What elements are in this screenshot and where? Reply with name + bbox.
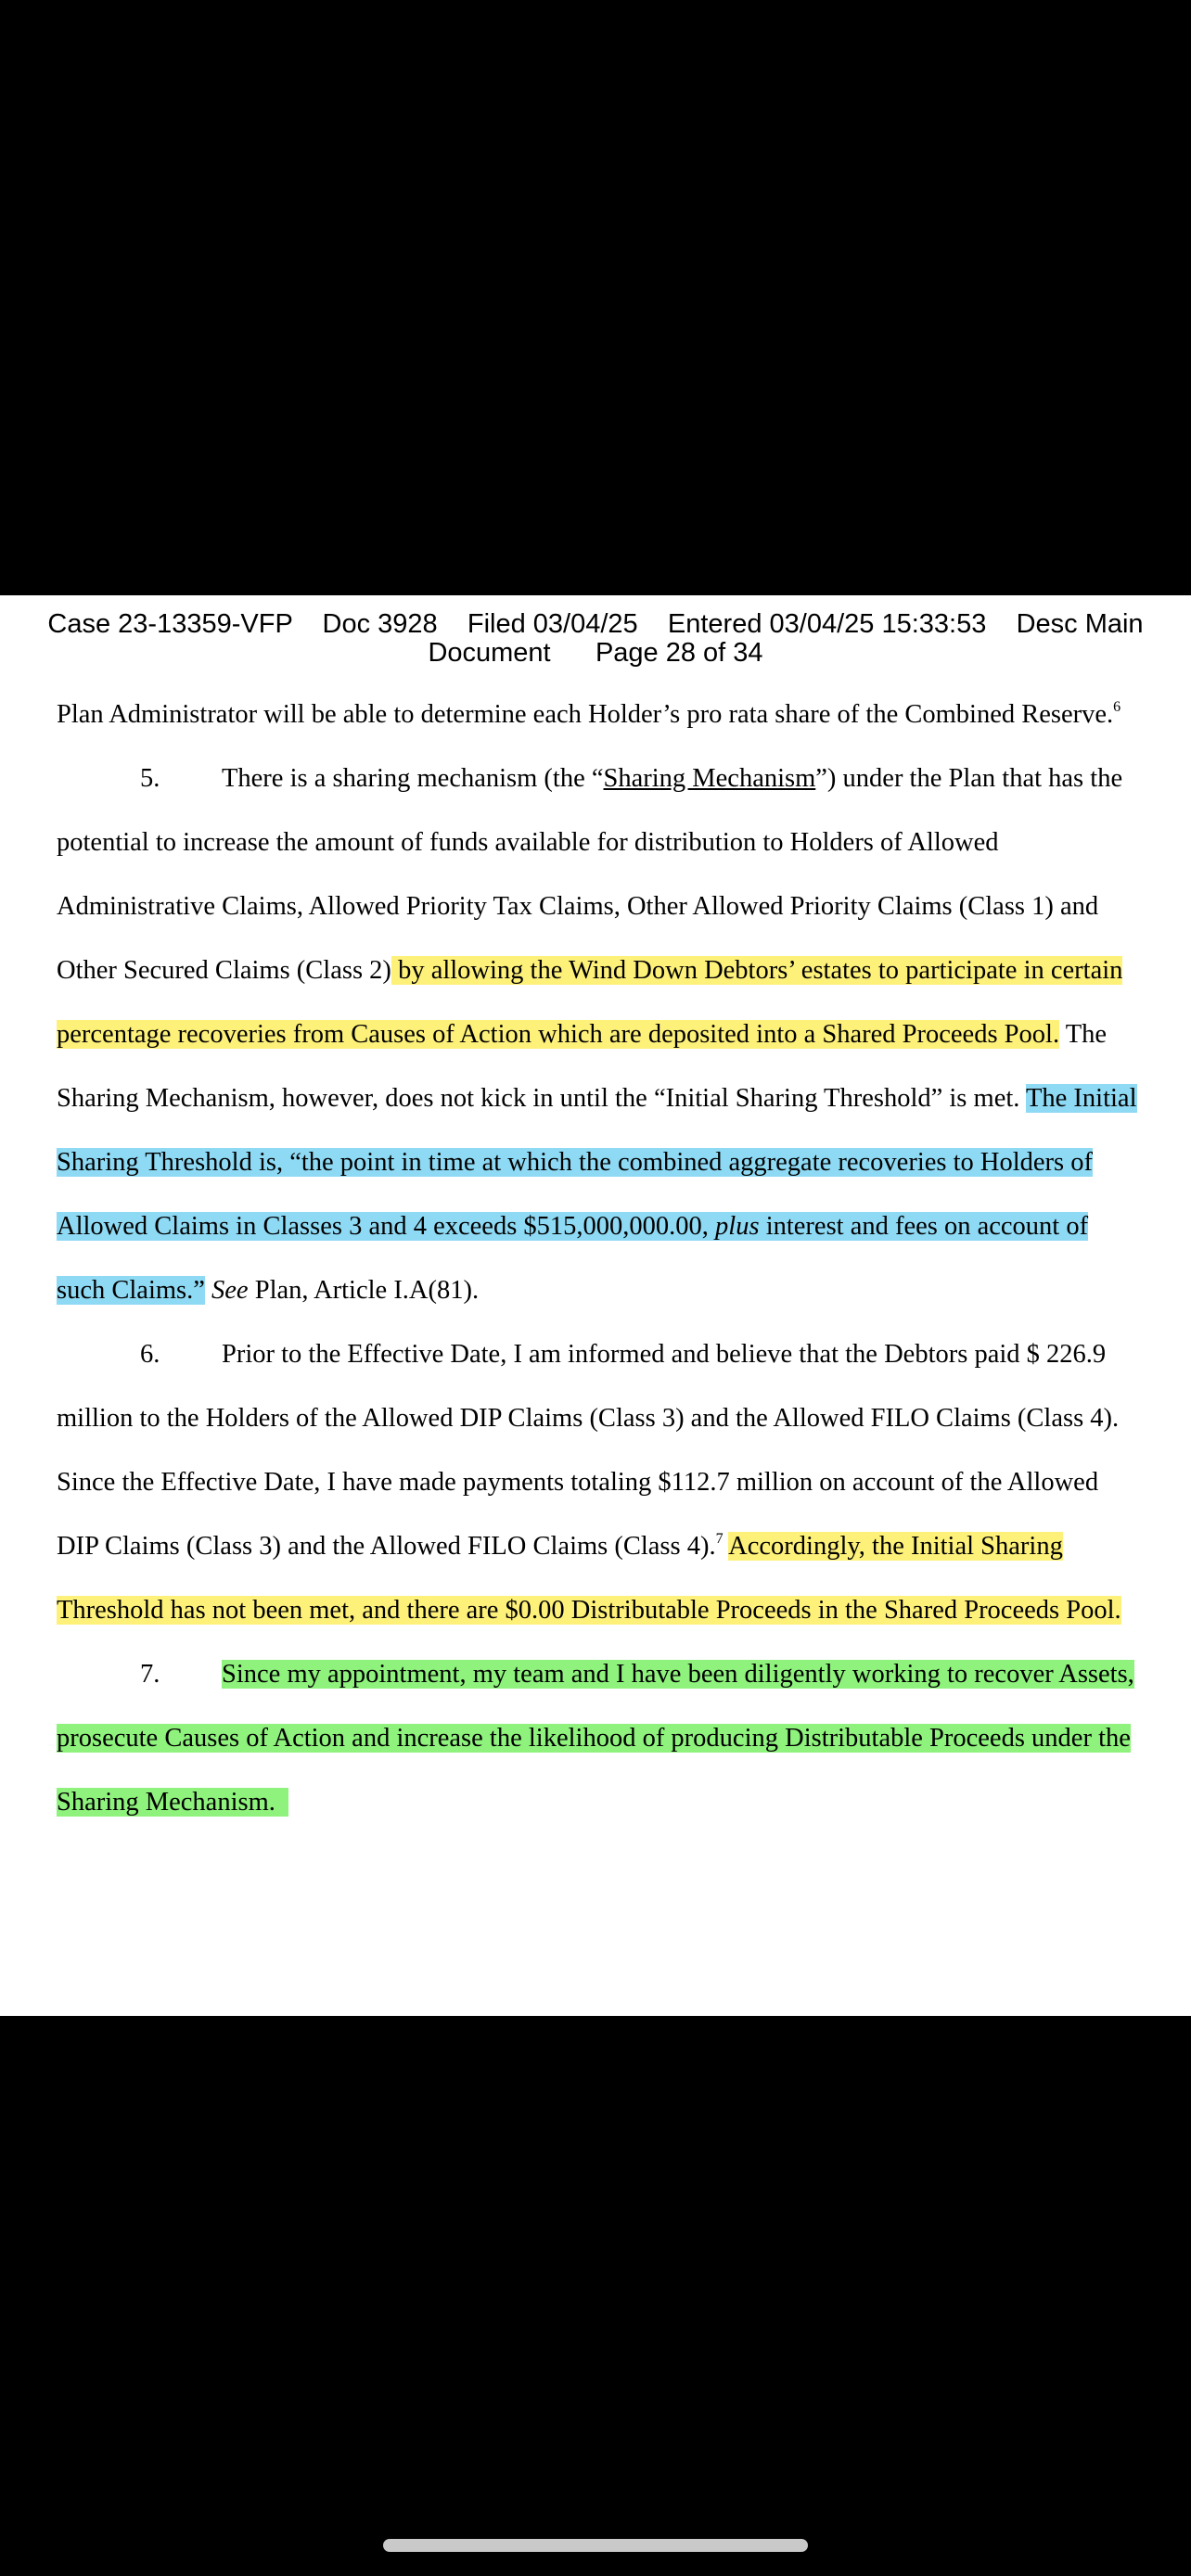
para5-text-2: ”) under the Plan that has the potential to increase the amount of funds available for distribution to Holders of Allowed Administrative Claims, Allowed Priority Tax Claims, Other Allowed Priority Claims (Class 1) and Other Secured Claims (Class 2) [57, 764, 1123, 985]
green-highlight: Since my appointment, my team and I have been diligently working to recover Assets, prosecute Causes of Action and increase the likelihood of producing Distributable Proceeds under the Sharing Mechanism. [57, 1660, 1134, 1817]
para6-text: Prior to the Effective Date, I am informed and believe that the Debtors paid $ 226.9 million to the Holders of the Allowed DIP Claims (Class 3) and the Allowed FILO Claims (Class 4). Since the Effective Date, I have made payments totaling $112.7 million on account of the Allowed DIP Claims (Class 3) and the Allowed FILO Claims (Class 4). [57, 1340, 1120, 1561]
footnote-ref-7: 7 [715, 1531, 724, 1547]
paragraph-7 [57, 1642, 1142, 1834]
document-page [0, 595, 1191, 2016]
para5-text-3: The Sharing Mechanism, however, does not kick in until the “Initial Sharing Threshold” is met. [57, 1020, 1107, 1113]
intro-text: Plan Administrator will be able to determine each Holder’s pro rata share of the Combined Reserve. [57, 700, 1114, 729]
header-line-1: Case 23-13359-VFP Doc 3928 Filed 03/04/25 Entered 03/04/25 15:33:53 Desc Main [47, 609, 1144, 639]
blue-highlight-text-1: The Initial Sharing Threshold is, “the point in time at which the combined aggregate recoveries to Holders of Allowed Claims in Classes 3 and 4 exceeds $515,000,000.00, [57, 1084, 1137, 1241]
see-signal: See [211, 1276, 249, 1305]
intro-paragraph [57, 682, 1142, 746]
header-line-2: Document Page 28 of 34 [428, 638, 763, 668]
paragraph-number: 7. [140, 1660, 160, 1689]
blue-highlight-italic: plus [715, 1212, 760, 1241]
paragraph-6 [57, 1322, 1142, 1642]
para5-text-4: Plan, Article I.A(81). [248, 1276, 480, 1305]
yellow-highlight: Accordingly, the Initial Sharing Threshold has not been met, and there are $0.00 Distributable Proceeds in the Shared Proceeds Pool. [57, 1532, 1121, 1625]
document-body [57, 682, 1142, 1834]
blue-highlight-text-2: interest and fees on account of such Claims.” [57, 1212, 1089, 1305]
case-header [0, 610, 1191, 668]
yellow-highlight: by allowing the Wind Down Debtors’ estates to participate in certain percentage recoveries from Causes of Action which are deposited into a Shared Proceeds Pool. [57, 956, 1123, 1049]
home-indicator[interactable] [383, 2539, 808, 2552]
footnote-ref-6: 6 [1113, 699, 1121, 715]
para5-text-1: There is a sharing mechanism (the “ [222, 764, 604, 793]
defined-term-sharing-mechanism: Sharing Mechanism [603, 764, 816, 793]
paragraph-number: 5. [140, 764, 160, 793]
blue-highlight [57, 1084, 1137, 1305]
paragraph-number: 6. [140, 1340, 160, 1369]
paragraph-5 [57, 746, 1142, 1322]
